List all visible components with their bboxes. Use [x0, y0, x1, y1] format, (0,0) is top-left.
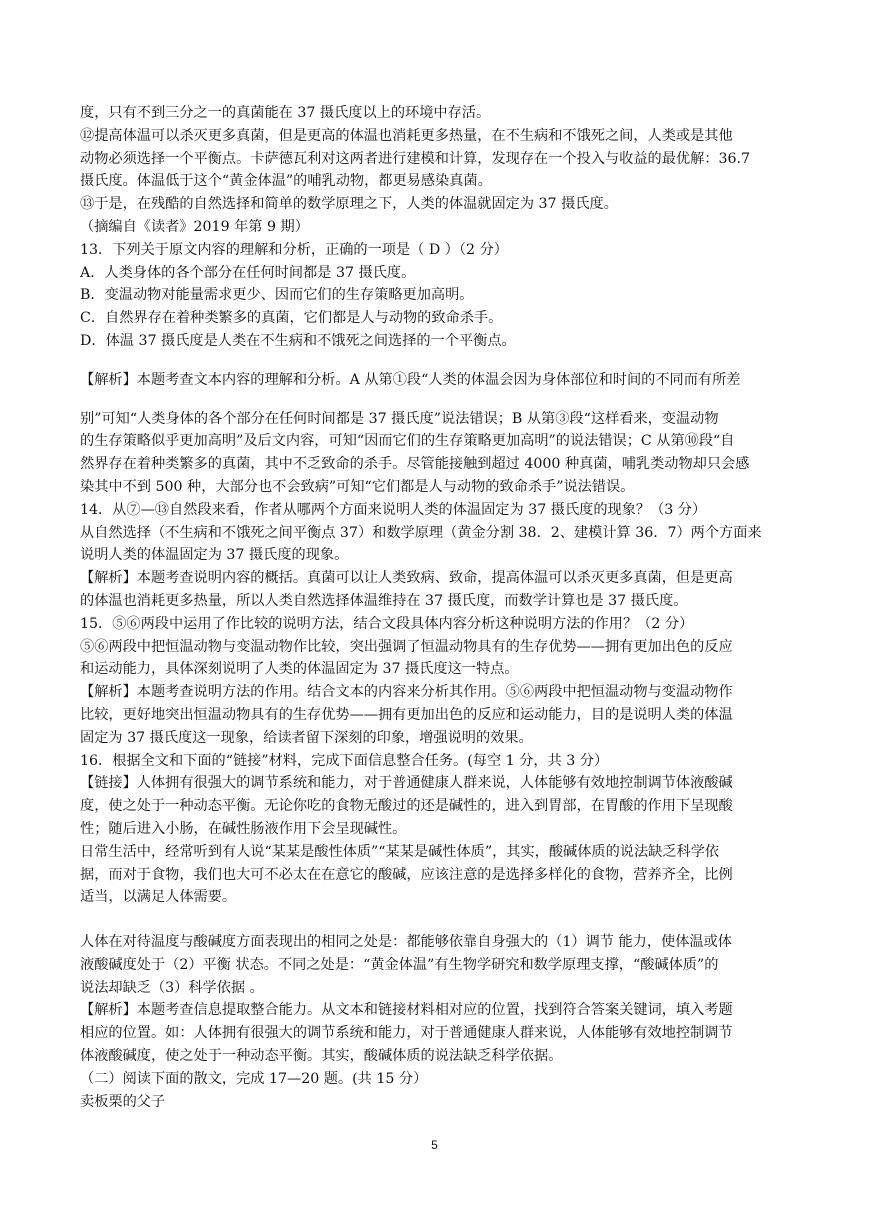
text-block-c — [80, 931, 792, 1113]
text-line: 液酸碱度处于（2）平衡 状态。不同之处是：“黄金体温”有生物学研究和数学原理支撑，“酸碱体质”的 — [80, 956, 719, 973]
text-block-b — [80, 408, 792, 910]
text-line: 比较，更好地突出恒温动物具有的生存优势——拥有更加出色的反应和运动能力，目的是说明人类的体温 — [80, 706, 733, 723]
text-line: 性；随后进入小肠，在碱性肠液作用下会呈现碱性。 — [80, 820, 407, 837]
text-line: 的生存策略似乎更加高明”及后文内容，可知“因而它们的生存策略更加高明”的说法错误；C 从第⑩段“自 — [80, 433, 735, 450]
analysis-13: 【解析】本题考查文本内容的理解和分析。A 从第①段“人类的体温会因为身体部位和时间的不同而有所差 — [80, 371, 741, 388]
document-body — [80, 102, 792, 1113]
question-13: 13．下列关于原文内容的理解和分析，正确的一项是（ D ）（2 分） — [80, 241, 508, 258]
essay-title: 卖板栗的父子 — [80, 1093, 166, 1110]
option-b: B．变温动物对能量需求更少、因而它们的生存策略更加高明。 — [80, 287, 474, 304]
text-line: 固定为 37 摄氏度这一现象，给读者留下深刻的印象，增强说明的效果。 — [80, 729, 533, 746]
text-block-a — [80, 102, 792, 392]
answer-16: 人体在对待温度与酸碱度方面表现出的相同之处是：都能够依靠自身强大的（1）调节 能力，使体温或体 — [80, 934, 732, 951]
text-line: 摄氏度。体温低于这个“黄金体温”的哺乳动物，都更易感染真菌。 — [80, 173, 492, 190]
option-d: D．体温 37 摄氏度是人类在不生病和不饿死之间选择的一个平衡点。 — [80, 332, 516, 349]
text-line: 然界存在着种类繁多的真菌，其中不乏致命的杀手。尽管能接触到超过 4000 种真菌，哺乳类动物却只会感 — [80, 456, 750, 473]
text-line: ⑫提高体温可以杀灭更多真菌，但是更高的体温也消耗更多热量，在不生病和不饿死之间，人类或是其他 — [80, 127, 733, 144]
section-heading: （二）阅读下面的散文，完成 17—20 题。(共 15 分） — [80, 1070, 428, 1087]
text-line: 和运动能力，具体深刻说明了人类的体温固定为 37 摄氏度这一特点。 — [80, 661, 519, 678]
analysis-15: 【解析】本题考查说明方法的作用。结合文本的内容来分析其作用。⑤⑥两段中把恒温动物与变温动物作 — [80, 684, 733, 701]
page-number: 5 — [431, 1138, 438, 1152]
option-a: A．人类身体的各个部分在任何时间都是 37 摄氏度。 — [80, 264, 416, 281]
question-14: 14．从⑦—⑬自然段来看，作者从哪两个方面来说明人类的体温固定为 37 摄氏度的现象？（3 分） — [80, 501, 707, 518]
text-line: 相应的位置。如：人体拥有很强大的调节系统和能力，对于普通健康人群来说，人体能够有效地控制调节 — [80, 1025, 733, 1042]
analysis-14: 【解析】本题考查说明内容的概括。真菌可以让人类致病、致命，提高体温可以杀灭更多真菌，但是更高 — [80, 570, 733, 587]
answer-15: ⑤⑥两段中把恒温动物与变温动物作比较，突出强调了恒温动物具有的生存优势——拥有更加出色的反应 — [80, 638, 733, 655]
text-line: 日常生活中，经常听到有人说“某某是酸性体质”“某某是碱性体质”，其实，酸碱体质的说法缺乏科学依 — [80, 843, 720, 860]
text-line: 度，只有不到三分之一的真菌能在 37 摄氏度以上的环境中存活。 — [80, 105, 491, 121]
analysis-16: 【解析】本题考查信息提取整合能力。从文本和链接材料相对应的位置，找到符合答案关键词，填入考题 — [80, 1002, 733, 1019]
text-line: 的体温也消耗更多热量，所以人类自然选择体温维持在 37 摄氏度，而数学计算也是 37 摄氏度。 — [80, 592, 688, 609]
link-material: 【链接】人体拥有很强大的调节系统和能力，对于普通健康人群来说，人体能够有效地控制调节体液酸碱 — [80, 775, 733, 792]
text-line: 染其中不到 500 种，大部分也不会致病”可知“它们都是人与动物的致命杀手”说法错误。 — [80, 478, 635, 495]
text-line: 据，而对于食物，我们也大可不必太在在意它的酸碱，应该注意的是选择多样化的食物，营养齐全，比例 — [80, 866, 733, 883]
source-citation: （摘编自《读者》2019 年第 9 期） — [80, 218, 309, 235]
text-line: 说法却缺乏（3）科学依据 。 — [80, 979, 264, 996]
option-c: C．自然界存在着种类繁多的真菌，它们都是人与动物的致命杀手。 — [80, 310, 503, 327]
answer-14: 从自然选择（不生病和不饿死之间平衡点 37）和数学原理（黄金分割 38．2、建模计算 36．7）两个方面来 — [80, 524, 762, 541]
text-line: 体液酸碱度，使之处于一种动态平衡。其实，酸碱体质的说法缺乏科学依据。 — [80, 1048, 563, 1065]
question-16: 16．根据全文和下面的“链接”材料，完成下面信息整合任务。(每空 1 分，共 3 分） — [80, 752, 609, 769]
text-line: 度，使之处于一种动态平衡。无论你吃的食物无酸过的还是碱性的，进入到胃部，在胃酸的作用下呈现酸 — [80, 798, 733, 815]
text-line: 适当，以满足人体需要。 — [80, 889, 237, 906]
text-line: ⑬于是，在残酷的自然选择和简单的数学原理之下，人类的体温就固定为 37 摄氏度。 — [80, 196, 618, 213]
text-line: 别”可知“人类身体的各个部分在任何时间都是 37 摄氏度”说法错误；B 从第③段“这样看来，变温动物 — [80, 410, 719, 427]
text-line: 说明人类的体温固定为 37 摄氏度的现象。 — [80, 547, 349, 564]
question-15: 15．⑤⑥两段中运用了作比较的说明方法，结合文段具体内容分析这种说明方法的作用？（2 分） — [80, 615, 694, 632]
text-line: 动物必须选择一个平衡点。卡萨德瓦利对这两者进行建模和计算，发现存在一个投入与收益的最优解：36.7 — [80, 150, 751, 167]
